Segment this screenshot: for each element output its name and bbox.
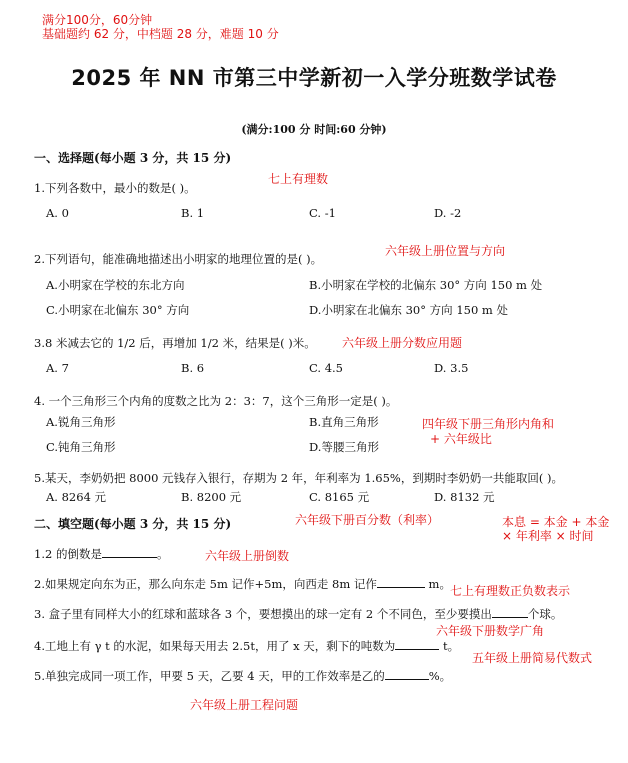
fill-q5-blank — [385, 668, 429, 680]
fill-q3 — [34, 606, 562, 622]
q3-option-b: B. 6 — [181, 361, 205, 375]
fill-q3-blank — [492, 606, 528, 618]
fill-q2 — [34, 576, 451, 592]
fill-q5-suffix: %。 — [428, 669, 452, 683]
fill-q1-suffix: 。 — [156, 547, 169, 561]
q3-option-a: A. 7 — [46, 361, 69, 375]
q1-option-b: B. 1 — [181, 206, 205, 220]
fill-q4-blank — [395, 638, 439, 650]
q5-option-c: C. 8165 元 — [309, 490, 370, 504]
q3-option-c: C. 4.5 — [309, 361, 343, 375]
fill-q2-note: 七上有理数正负数表示 — [450, 584, 571, 598]
q3-stem: 3.8 米减去它的 1/2 后，再增加 1/2 米，结果是( )米。 — [34, 336, 316, 350]
q4-note-line2: + 六年级比 — [430, 432, 492, 446]
header-note-difficulty: 基础题约 62 分，中档题 28 分，难题 10 分 — [42, 27, 279, 41]
fill-q4-text: 4.工地上有 γ t 的水泥，如果每天用去 2.5t，用了 x 天，剩下的吨数为 — [34, 639, 396, 653]
fill-q4-note: 五年级上册简易代数式 — [472, 651, 593, 665]
header-note-score: 满分100分，60分钟 — [42, 13, 153, 27]
q1-note: 七上有理数 — [268, 172, 329, 186]
q1-stem: 1.下列各数中，最小的数是( )。 — [34, 181, 196, 195]
q2-option-b: B.小明家在学校的北偏东 30° 方向 150 m 处 — [309, 278, 543, 292]
fill-q1-note: 六年级上册倒数 — [205, 549, 290, 563]
fill-q1 — [34, 546, 168, 562]
q4-option-d: D.等腰三角形 — [309, 440, 379, 454]
q2-note: 六年级上册位置与方向 — [385, 244, 506, 258]
q4-note-line1: 四年级下册三角形内角和 — [422, 417, 555, 431]
q1-option-d: D. -2 — [434, 206, 462, 220]
fill-q5 — [34, 668, 451, 684]
q2-option-a: A.小明家在学校的东北方向 — [46, 278, 185, 292]
section2-heading-note: 六年级下册百分数（利率） — [295, 513, 440, 527]
q2-stem: 2.下列语句，能准确地描述出小明家的地理位置的是( )。 — [34, 252, 323, 266]
q5-stem: 5.某天，李奶奶把 8000 元钱存入银行，存期为 2 年，年利率为 1.65%，到期时李奶奶一共能取回( )。 — [34, 471, 563, 485]
interest-formula-line1: 本息 = 本金 + 本金 — [502, 515, 610, 529]
q4-option-a: A.锐角三角形 — [46, 415, 116, 429]
section1-heading: 一、选择题(每小题 3 分，共 15 分) — [34, 151, 232, 165]
fill-q2-blank — [377, 576, 425, 588]
section2-heading: 二、填空题(每小题 3 分，共 15 分) — [34, 517, 232, 531]
q2-option-c: C.小明家在北偏东 30° 方向 — [46, 303, 190, 317]
q3-note: 六年级上册分数应用题 — [342, 336, 463, 350]
q2-option-d: D.小明家在北偏东 30° 方向 150 m 处 — [309, 303, 508, 317]
q1-option-c: C. -1 — [309, 206, 336, 220]
fill-q4 — [34, 638, 459, 654]
fill-q3-suffix: 个球。 — [527, 607, 563, 621]
fill-q2-text: 2.如果规定向东为正，那么向东走 5m 记作+5m，向西走 8m 记作 — [34, 577, 377, 591]
q4-option-c: C.钝角三角形 — [46, 440, 116, 454]
q5-option-a: A. 8264 元 — [46, 490, 107, 504]
fill-q5-text: 5.单独完成同一项工作，甲要 5 天，乙要 4 天，甲的工作效率是乙的 — [34, 669, 385, 683]
fill-q3-text: 3. 盒子里有同样大小的红球和蓝球各 3 个，要想摸出的球一定有 2 个不同色，至少要摸出 — [34, 607, 492, 621]
q5-option-d: D. 8132 元 — [434, 490, 495, 504]
page-subtitle: (满分:100 分 时间:60 分钟) — [241, 123, 387, 136]
interest-formula-line2: × 年利率 × 时间 — [502, 529, 594, 543]
fill-q3-note: 六年级下册数学广角 — [436, 624, 545, 638]
q3-option-d: D. 3.5 — [434, 361, 469, 375]
q5-option-b: B. 8200 元 — [181, 490, 242, 504]
page-title: 2025 年 NN 市第三中学新初一入学分班数学试卷 — [71, 66, 557, 90]
fill-q1-blank — [102, 546, 157, 558]
q4-stem: 4. 一个三角形三个内角的度数之比为 2：3：7，这个三角形一定是( )。 — [34, 394, 398, 408]
fill-q1-text: 1.2 的倒数是 — [34, 547, 102, 561]
fill-q2-suffix: m。 — [424, 577, 451, 591]
q1-option-a: A. 0 — [46, 206, 69, 220]
fill-q4-suffix: t。 — [439, 639, 460, 653]
fill-q5-note: 六年级上册工程问题 — [190, 698, 299, 712]
q4-option-b: B.直角三角形 — [309, 415, 379, 429]
